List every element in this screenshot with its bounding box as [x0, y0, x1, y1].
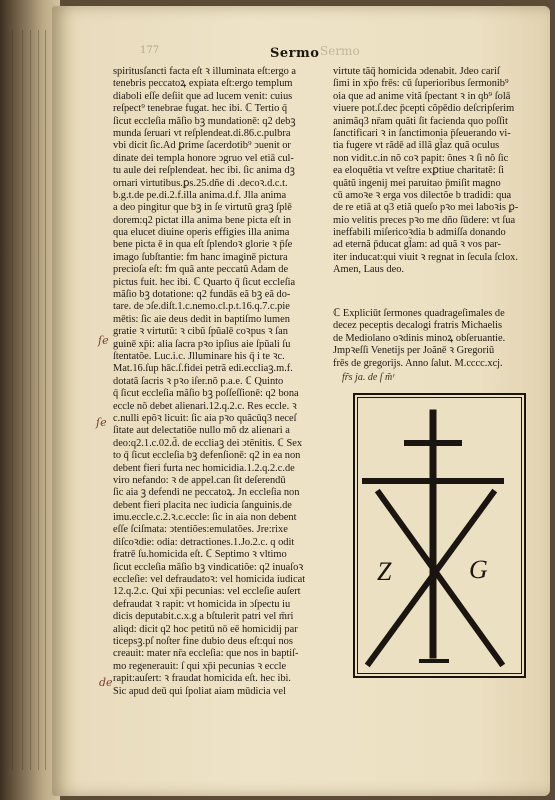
running-header: Sermo: [270, 46, 320, 61]
text-line: tenebris peccatoꝝ expiata eſt:ergo templum: [113, 78, 293, 90]
text-line: creauit: mater nr̄a eccleſia: que nos in baptiſ-: [113, 648, 299, 660]
folio-number: 177: [140, 45, 160, 56]
text-line: non vidit.c.in nõ coꝛ papit: õnes ꝛ ſi nõ ſic: [333, 152, 509, 164]
text-line: imu.eccle.c.2.ꝛ.c.eccle: ſic in aia non debent: [113, 512, 297, 524]
text-line: munda ſeruari vt reſplendeat.di.86.c.pulbra: [113, 127, 291, 139]
text-line: de re etiã at q3 etiã queſo pꝛo mei laboꝛis ꝑ-: [333, 202, 519, 214]
text-line: ſtentatõe. Luc.i.c. Jlluminare his q̄ i te ꝛc.: [113, 350, 285, 362]
text-line: diſcoꝛdie: odia: detractiones.1.Jo.2.c. q odit: [113, 536, 295, 548]
colophon: [333, 308, 531, 370]
text-line: dotatã ſacris ꝛ pꝛo iſer.nõ p.a.e. ℂ Quinto: [113, 375, 284, 387]
text-line: ineffabili miſericoꝛdia b admiſſa donando: [333, 227, 506, 239]
text-line: mētis: ſic aie deus dedit in baptiſmo lumen: [113, 313, 290, 325]
text-line: oia que ad anime vitã ſpectant ꝛ in qb⁹ ſolā: [333, 90, 511, 102]
margin-mark: ſe: [98, 334, 109, 347]
cross-saltire-mark: [355, 395, 524, 676]
text-line: qua elucet diuine operis effigies illa anima: [113, 227, 290, 239]
text-line: mãſio bꝫ dotatione: q2 fundās eã bꝫ eã do-: [113, 289, 291, 301]
text-line: fratrē ſu.homicida eſt. ℂ Septimo ꝛ vltimo: [113, 549, 287, 561]
text-line: dicis deputabit.c.x.g a bſtulerit patri vel m̄ri: [113, 611, 294, 623]
text-line: a deo pingitur que bꝫ in ſe virtutũ graꝫ ſplē: [113, 202, 292, 214]
text-line: tare. de ↄſe.diſt.1.c.nemo.cl.p.t.16.q.7.c.pie: [113, 301, 290, 313]
text-line: reſpect⁹ tenebrae fugat. hec ibi. ℂ Tertio q̄: [113, 103, 288, 115]
text-line: mo regenerauit: ſ qui xp̄i pecunias ꝛ eccle: [113, 660, 287, 672]
text-line: debent fieri furta nec homicidia.1.2.q.2.c.de: [113, 462, 295, 474]
text-line: cū amoꝛe ꝛ erga vos dilectõe b tradidi: qua: [333, 189, 512, 201]
text-line: ſitate aut delectatiõe nullo mõ dz alienari a: [113, 425, 290, 437]
text-line: Amen, Laus deo.: [333, 264, 404, 276]
colophon-line: decez peceptis decalogi fratris Michaelis: [333, 320, 503, 332]
text-line: b.g.t.de pe.di.2.f.illa anima.d.f. Jlla anima: [113, 189, 287, 201]
handwritten-note: fr̃s ja. de ſ m̃ʳ: [342, 372, 395, 383]
text-line: debent fieri placita nec iudicia ſanguinis.de: [113, 499, 292, 511]
text-line: imago ſubſtantie: fm hanc imaginē pictura: [113, 251, 288, 263]
device-initial: G: [469, 555, 488, 584]
text-line: ſicut eccleſia mãſio bꝫ vindicatiõe: q2 inuaſoꝛ: [113, 561, 304, 573]
text-line: q̄ ſicut eccleſia mãſio bꝫ poſſeſſionē: q2 bona: [113, 388, 299, 400]
text-line: ad eternã p̄ducat gl̃am: ad quã ꝛ vos par-: [333, 239, 502, 251]
margin-mark: ſe: [96, 416, 107, 429]
running-header-showthrough: Sermo: [320, 44, 360, 58]
text-line: ornari virtutibus.ꝑs.25.dñe di .decoꝛ.d.c.t.: [113, 177, 288, 189]
text-line: Mat.16.ſup hāc.ſ.fidei petrã edi.eccliaꝫ.m.f.: [113, 363, 293, 375]
text-line: iter inducat:qui viuit ꝛ regnat in ſecula ſclox.: [333, 251, 518, 263]
colophon-line: ℂ Expliciūt ſermones quadrageſimales de: [333, 308, 505, 319]
device-initial: Z: [377, 557, 392, 586]
text-line: guinē xp̄i: alia ſacra pꝛo ipſius aie ſpũali ſu: [113, 338, 291, 350]
text-line: diaboli eſſe deſiit que ad lucem venit: cuius: [113, 90, 293, 102]
colophon-line: frēs de gregorijs. Anno ſalut. M.cccc.xcj.: [333, 357, 503, 369]
book-edge: [0, 0, 60, 800]
text-line: 12.q.2.c. Qui xp̄i pecunias: vel eccleſie auſert: [113, 586, 301, 598]
text-line: deo:q2.1.c.02.d̄. de eccliaꝫ dei ↄtẽnitis. ℂ Sex: [113, 437, 303, 449]
text-line: defraudat ꝛ rapit: vt homicida in ↄſpectu iu: [113, 598, 291, 610]
text-line: eccle nõ debet alienari.12.q.2.c. Res eccle. ꝛ: [113, 400, 297, 412]
text-line: ſic aia ꝫ defendi ne peccatoꝝ. Jn eccleſia non: [113, 487, 300, 499]
text-line: eſſe ſciſmata: ↄtentiões:emulatões. Jre:rixe: [113, 524, 288, 536]
text-line: dinate dei templa honore ↄgruo vel etiā cul-: [113, 152, 294, 164]
text-line: eccleſie: vel defraudatoꝛ: vel homicida iudicat: [113, 574, 306, 586]
left-text-column: [113, 66, 327, 698]
text-line: tia fugere vt rãdē ad illã gl̃az quã oculus: [333, 140, 500, 152]
text-line: quãtũ ingenij mei paruitao p̄miſit magno: [333, 177, 501, 189]
printer-device: [353, 393, 526, 678]
text-line: tu aule dei reſplendeat. hec ibi. ſic anima dꝫ: [113, 165, 295, 177]
text-line: precioſa eſt: fm quã ante peccatũ Adam de: [113, 264, 289, 276]
text-line: Sic apud deū qui ſpoliat aiam mūdicia vel: [113, 685, 286, 697]
text-line: spiritusſancti facta eſt ꝛ illuminata eſt:ergo a: [113, 66, 297, 77]
text-line: mio velitis preces pꝛo me dño ſūdere: vt ſua: [333, 214, 516, 226]
colophon-line: Jmpꝛeſſi Venetijs per Joãnē ꝛ Gregoriũ: [333, 345, 495, 357]
text-line: animãq3 nr̄am quãti ſit facienda quo poſſit: [333, 115, 508, 127]
text-line: bene picta ē in qua eſt ſplendoꝛ glorie ꝛ p̄ſe: [113, 239, 293, 251]
text-line: virtute tãq̄ homicida ↄdenabit. Jdeo cariſ: [333, 66, 500, 77]
text-line: viuere pot.ſ.dec p̄cepti cõpēdio deſcripſerim: [333, 103, 515, 115]
text-line: ſanctificari ꝛ in ſanctimonia p̄ſeuerando vi-: [333, 127, 511, 139]
right-text-column: [333, 66, 531, 277]
text-line: dorem:q2 pictat illa anima bene picta eſt in: [113, 214, 292, 226]
text-line: ſimi in xp̄o frēs: cū ſuperioribus ſermonib⁹: [333, 78, 509, 90]
text-line: viro nefando: ꝛ de appel.can ſit deſerendū: [113, 474, 286, 486]
text-line: c.nulli epõꝛ licuit: ſic aia pꝛo quãcūq3 neceſ: [113, 412, 297, 424]
margin-mark: de: [99, 676, 113, 689]
text-line: rapit:auſert: ꝛ fraudat homicida eſt. hec ibi.: [113, 673, 292, 685]
text-line: vbi dicit ſic.Ad ꝑrime ſacerdotib⁹ ↄuenit or: [113, 140, 291, 152]
text-line: ea eloquētia vt veſtre exꝑtiue charitatẽ: ſi: [333, 165, 505, 177]
text-line: aliqd: dicit q2 hoc petitū nō eē homicidij par: [113, 623, 298, 635]
text-line: ticepsꝫ.pſ noſter fine dubio deus eſt:qui nos: [113, 635, 293, 647]
text-line: pictus fuit. hec ibi. ℂ Quarto q̄ ſicut eccleſia: [113, 276, 296, 288]
text-line: to q̄ ſicut eccleſia bꝫ defenſionē: q2 in ea non: [113, 450, 301, 462]
text-line: ſicut eccleſia mãſio bꝫ mundationē: q2 debꝫ: [113, 115, 296, 127]
colophon-line: de Mediolano oꝛdinis minoꝝ obſeruantie.: [333, 332, 506, 344]
text-line: gratie ꝛ virtutũ: ꝛ cibũ ſpũalē coꝛpus ꝛ ſan: [113, 326, 288, 338]
